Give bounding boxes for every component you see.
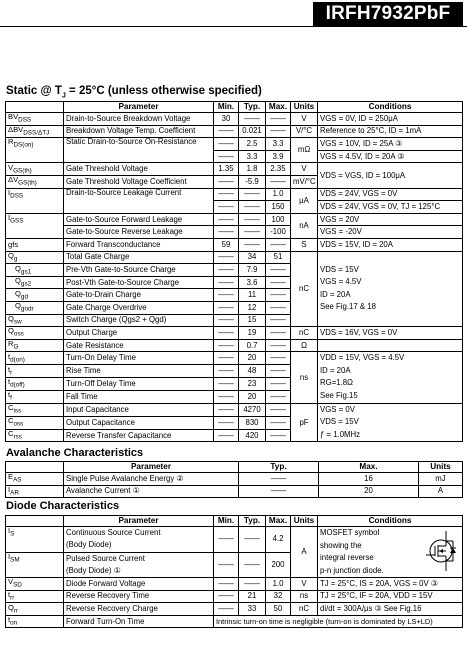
- diode-header-row: Parameter Min. Typ. Max. Units Conditions: [6, 516, 463, 527]
- static-table: [5, 101, 463, 442]
- table-row: $C_{iss}$ Input Capacitance —— 4270 —— pF VGS = 0V VDS = 15V ƒ = 1.0MHz: [6, 403, 463, 416]
- table-row: $\Delta BV_{DSS/\Delta TJ}$ Breakdown Voltage Temp. Coefficient —— 0.021 —— V/°C Reference to 25°C, ID = 1mA: [6, 125, 463, 138]
- cond-line: VDS = 15V: [320, 417, 359, 427]
- table-row: $t_{d(on)}$ Turn-On Delay Time —— 20 —— ns VDD = 15V, VGS = 4.5V ID = 20A RG=1.8Ω See Fig.15: [6, 352, 463, 365]
- table-row: —— 3.3 3.9 VGS = 4.5V, ID = 20A ③: [6, 150, 463, 163]
- table-row: $t_{on}$ Forward Turn-On Time Intrinsic turn-on time is negligible (turn-on is dominated by LS+LD): [6, 615, 463, 628]
- table-row: $Q_{gs1}$ Pre-Vth Gate-to-Source Charge —— 7.9 ——: [6, 264, 463, 277]
- cond-line: See Fig.17 & 18: [320, 302, 376, 312]
- table-row: $t_r$ Rise Time —— 48 ——: [6, 365, 463, 378]
- avalanche-section-title: Avalanche Characteristics: [6, 447, 144, 459]
- cond-line: MOSFET symbol: [320, 528, 380, 537]
- cond-line: VGS = 0V: [320, 404, 355, 414]
- cond-line: VDD = 15V, VGS = 4.5V: [320, 353, 405, 363]
- table-row: $C_{oss}$ Output Capacitance —— 830 ——: [6, 416, 463, 429]
- table-row: $I_{GSS}$ Gate-to-Source Forward Leakage —— —— 100 nA VGS = 20V: [6, 213, 463, 226]
- table-row: $BV_{DSS}$ Drain-to-Source Breakdown Voltage 30 —— —— V VGS = 0V, ID = 250μA: [6, 113, 463, 126]
- header-rule: [0, 26, 467, 27]
- table-row: $\Delta V_{GS(th)}$ Gate Threshold Voltage Coefficient —— -5.9 —— mV/°C: [6, 175, 463, 188]
- table-row: $Q_g$ Total Gate Charge —— 34 51 nC VDS = 15V VGS = 4.5V ID = 20A See Fig.17 & 18: [6, 251, 463, 264]
- cond-line: ID = 20A: [320, 365, 351, 375]
- table-row: $V_{SD}$ Diode Forward Voltage —— —— 1.0 V TJ = 25°C, IS = 20A, VGS = 0V ③: [6, 578, 463, 591]
- cond-line: ƒ = 1.0MHz: [320, 429, 361, 439]
- table-row: $E_{AS}$ Single Pulse Avalanche Energy ② —— 16 mJ: [6, 473, 463, 486]
- static-header-row: Parameter Min. Typ. Max. Units Conditions: [6, 102, 463, 113]
- cond-line: See Fig.15: [320, 391, 358, 401]
- table-row: gfs Forward Transconductance 59 —— —— S VDS = 15V, ID = 20A: [6, 238, 463, 251]
- table-row: $I_S$ Continuous Source Current (Body Diode) —— —— 4.2 A MOSFET symbol showing the integral reverse p-n junction diode.: [6, 527, 463, 553]
- table-row: —— —— 150 VDS = 24V, VGS = 0V, TJ = 125°C: [6, 201, 463, 214]
- cond-line: VDS = 15V: [320, 264, 359, 274]
- cond-line: integral reverse: [320, 553, 374, 562]
- cond-line: VGS = 4.5V: [320, 277, 362, 287]
- table-row: $t_{rr}$ Reverse Recovery Time —— 21 32 ns TJ = 25°C, IF = 20A, VDD = 15V: [6, 590, 463, 603]
- table-row: $I_{DSS}$ Drain-to-Source Leakage Current —— —— 1.0 μA VDS = 24V, VGS = 0V: [6, 188, 463, 201]
- avalanche-table: [5, 461, 463, 498]
- cond-line: p-n junction diode.: [320, 565, 384, 575]
- table-row: $I_{SM}$ Pulsed Source Current (Body Diode) ① —— —— 200: [6, 552, 463, 578]
- table-row: $Q_{gs2}$ Post-Vth Gate-to-Source Charge —— 3.6 ——: [6, 276, 463, 289]
- page-header: [0, 0, 467, 33]
- table-row: Gate-to-Source Reverse Leakage —— —— -100 VGS = -20V: [6, 226, 463, 239]
- table-row: $Q_{gd}$ Gate-to-Drain Charge —— 11 ——: [6, 289, 463, 302]
- table-row: $R_{DS(on)}$ Static Drain-to-Source On-Resistance —— 2.5 3.3 mΩ VGS = 10V, ID = 25A ③: [6, 138, 463, 151]
- part-number: IRFH7932PbF: [313, 2, 463, 26]
- table-row: $V_{GS(th)}$ Gate Threshold Voltage 1.35 1.8 2.35 V VDS = VGS, ID = 100μA: [6, 163, 463, 176]
- table-row: $t_f$ Fall Time —— 20 ——: [6, 390, 463, 403]
- diode-table: [5, 515, 463, 628]
- table-row: $Q_{rr}$ Reverse Recovery Charge —— 33 50 nC di/dt = 300A/μs ③ See Fig.16: [6, 603, 463, 616]
- table-row: $C_{rss}$ Reverse Transfer Capacitance —— 420 ——: [6, 429, 463, 442]
- cond-line: showing the: [320, 540, 362, 550]
- cond-line: RG=1.8Ω: [320, 378, 353, 388]
- table-row: $t_{d(off)}$ Turn-Off Delay Time —— 23 ——: [6, 377, 463, 390]
- cond-line: ID = 20A: [320, 289, 351, 299]
- table-row: $I_{AR}$ Avalanche Current ① —— 20 A: [6, 485, 463, 498]
- table-row: $Q_{oss}$ Output Charge —— 19 —— nC VDS = 16V, VGS = 0V: [6, 327, 463, 340]
- diode-section-title: Diode Characteristics: [6, 500, 120, 512]
- table-row: $R_G$ Gate Resistance —— 0.7 —— Ω: [6, 339, 463, 352]
- table-row: $Q_{sw}$ Switch Charge (Qgs2 + Qgd) —— 15 ——: [6, 314, 463, 327]
- static-section-title: Static @ $T_J = 25^\circ C$ (unless otherwise specified): [6, 85, 262, 100]
- mosfet-symbol-icon: [424, 527, 460, 573]
- avalanche-header-row: Parameter Typ. Max. Units: [6, 462, 463, 473]
- table-row: $Q_{godr}$ Gate Charge Overdrive —— 12 ——: [6, 301, 463, 314]
